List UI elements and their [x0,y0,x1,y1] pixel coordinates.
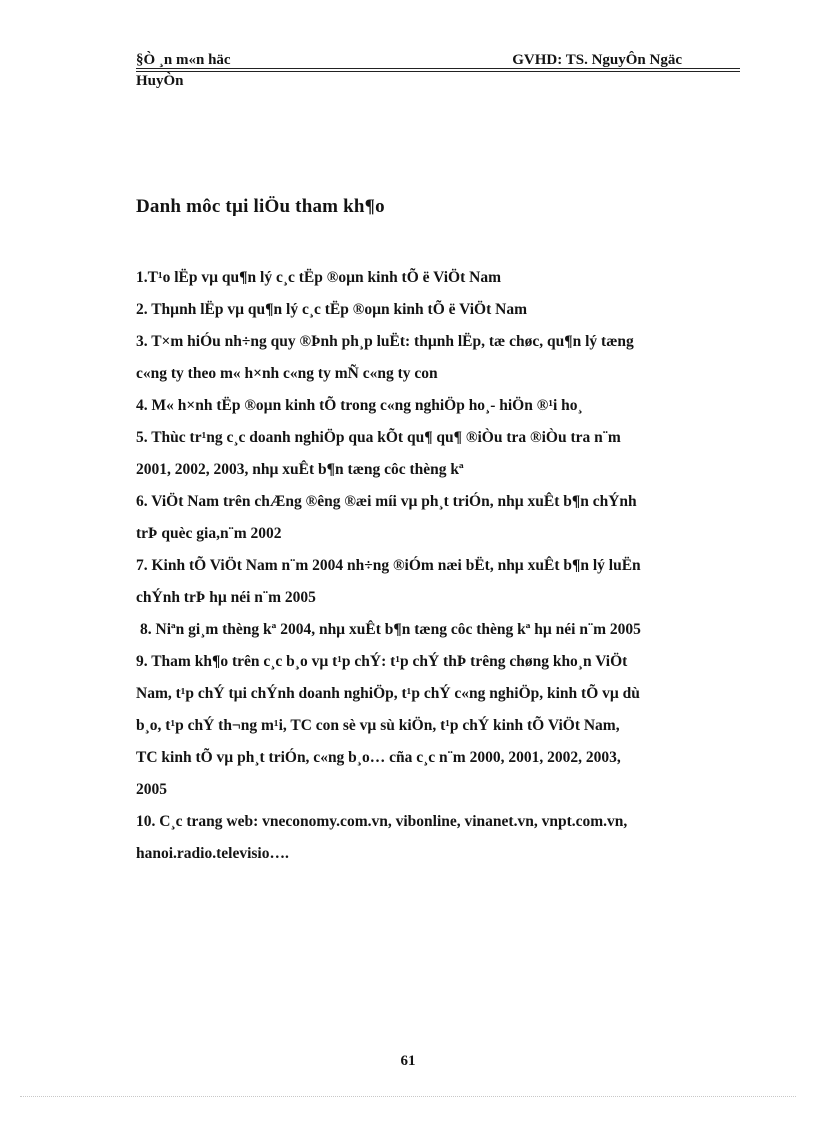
header-left-text: §Ò ¸n m«n häc [136,52,231,68]
reference-line: 7. Kinh tÕ ViÖt Nam n¨m 2004 nh÷ng ®iÓm næi bËt, nhµ xuÊt b¶n lý luËn [136,557,641,574]
reference-line: 2005 [136,781,167,798]
reference-line: 5. Thùc tr¹ng c¸c doanh nghiÖp qua kÕt qu¶ qu¶ ®iÒu tra ®iÒu tra n¨m [136,429,621,446]
reference-line: c«ng ty theo m« h×nh c«ng ty mÑ c«ng ty con [136,365,438,382]
reference-line: 6. ViÖt Nam trên chÆng ®êng ®æi míi vµ ph¸t triÓn, nhµ xuÊt b¶n chÝnh [136,493,637,510]
reference-line: b¸o, t¹p chÝ th¬ng m¹i, TC con sè vµ sù kiÖn, t¹p chÝ kinh tÕ ViÖt Nam, [136,717,620,734]
reference-line: TC kinh tÕ vµ ph¸t triÓn, c«ng b¸o… cña c¸c n¨m 2000, 2001, 2002, 2003, [136,749,621,766]
page-number: 61 [400,1053,416,1069]
section-title: Danh môc tµi liÖu tham kh¶o [136,196,385,217]
header-rule-bottom [136,71,740,72]
reference-line: chÝnh trÞ hµ néi n¨m 2005 [136,589,316,606]
reference-line: 2001, 2002, 2003, nhµ xuÊt b¶n tæng côc thèng kª [136,461,464,478]
reference-list [136,262,742,870]
reference-line: 1.T¹o lËp vµ qu¶n lý c¸c tËp ®oµn kinh tÕ ë ViÖt Nam [136,269,501,286]
header-continuation-text: HuyÒn [136,73,184,89]
reference-line: 3. T×m hiÓu nh÷ng quy ®Þnh ph¸p luËt: thµnh lËp, tæ chøc, qu¶n lý tæng [136,333,634,350]
reference-line: 8. Niªn gi¸m thèng kª 2004, nhµ xuÊt b¶n tæng côc thèng kª hµ néi n¨m 2005 [140,621,641,638]
header-right-text: GVHD: TS. NguyÔn Ngäc [512,52,682,68]
reference-line: hanoi.radio.televisio…. [136,845,289,862]
reference-line: 9. Tham kh¶o trên c¸c b¸o vµ t¹p chÝ: t¹p chÝ thÞ trêng chøng kho¸n ViÖt [136,653,628,670]
reference-line: 10. C¸c trang web: vneconomy.com.vn, vibonline, vinanet.vn, vnpt.com.vn, [136,813,628,830]
reference-line: Nam, t¹p chÝ tµi chÝnh doanh nghiÖp, t¹p chÝ c«ng nghiÖp, kinh tÕ vµ dù [136,685,640,702]
reference-line: 2. Thµnh lËp vµ qu¶n lý c¸c tËp ®oµn kinh tÕ ë ViÖt Nam [136,301,527,318]
reference-line: 4. M« h×nh tËp ®oµn kinh tÕ trong c«ng nghiÖp ho¸- hiÖn ®¹i ho¸ [136,397,583,414]
page-header [136,52,740,69]
header-row [136,52,740,69]
page-bottom-border [20,1096,796,1097]
header-rule-top [136,68,740,69]
reference-line: trÞ quèc gia,n¨m 2002 [136,525,282,542]
